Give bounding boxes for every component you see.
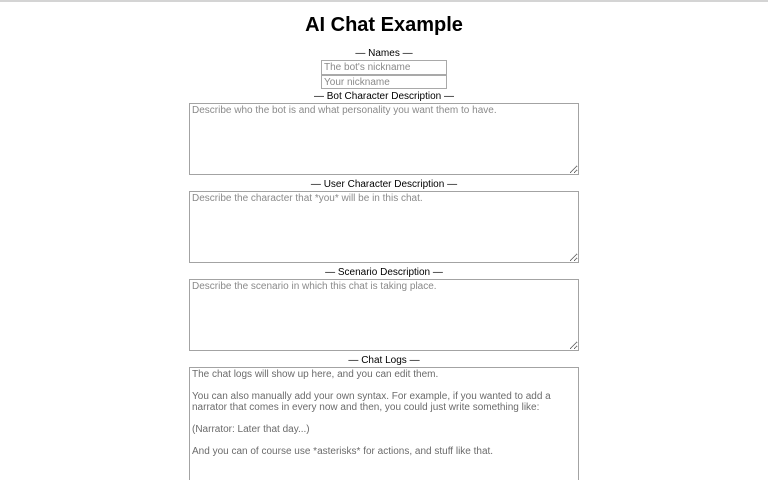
chat-logs-label: — Chat Logs — xyxy=(348,355,420,366)
user-description-label: — User Character Description — xyxy=(310,179,458,190)
user-description-textarea[interactable] xyxy=(189,191,579,263)
bot-nickname-input[interactable] xyxy=(321,60,447,75)
page-title: AI Chat Example xyxy=(305,14,463,36)
scenario-description-label: — Scenario Description — xyxy=(325,267,443,278)
scenario-description-textarea[interactable] xyxy=(189,279,579,351)
user-nickname-input[interactable] xyxy=(321,75,447,89)
bot-description-label: — Bot Character Description — xyxy=(313,91,455,102)
names-section-label: — Names — xyxy=(355,48,413,59)
page xyxy=(0,2,768,480)
chat-logs-textarea[interactable] xyxy=(189,367,579,480)
bot-description-textarea[interactable] xyxy=(189,103,579,175)
